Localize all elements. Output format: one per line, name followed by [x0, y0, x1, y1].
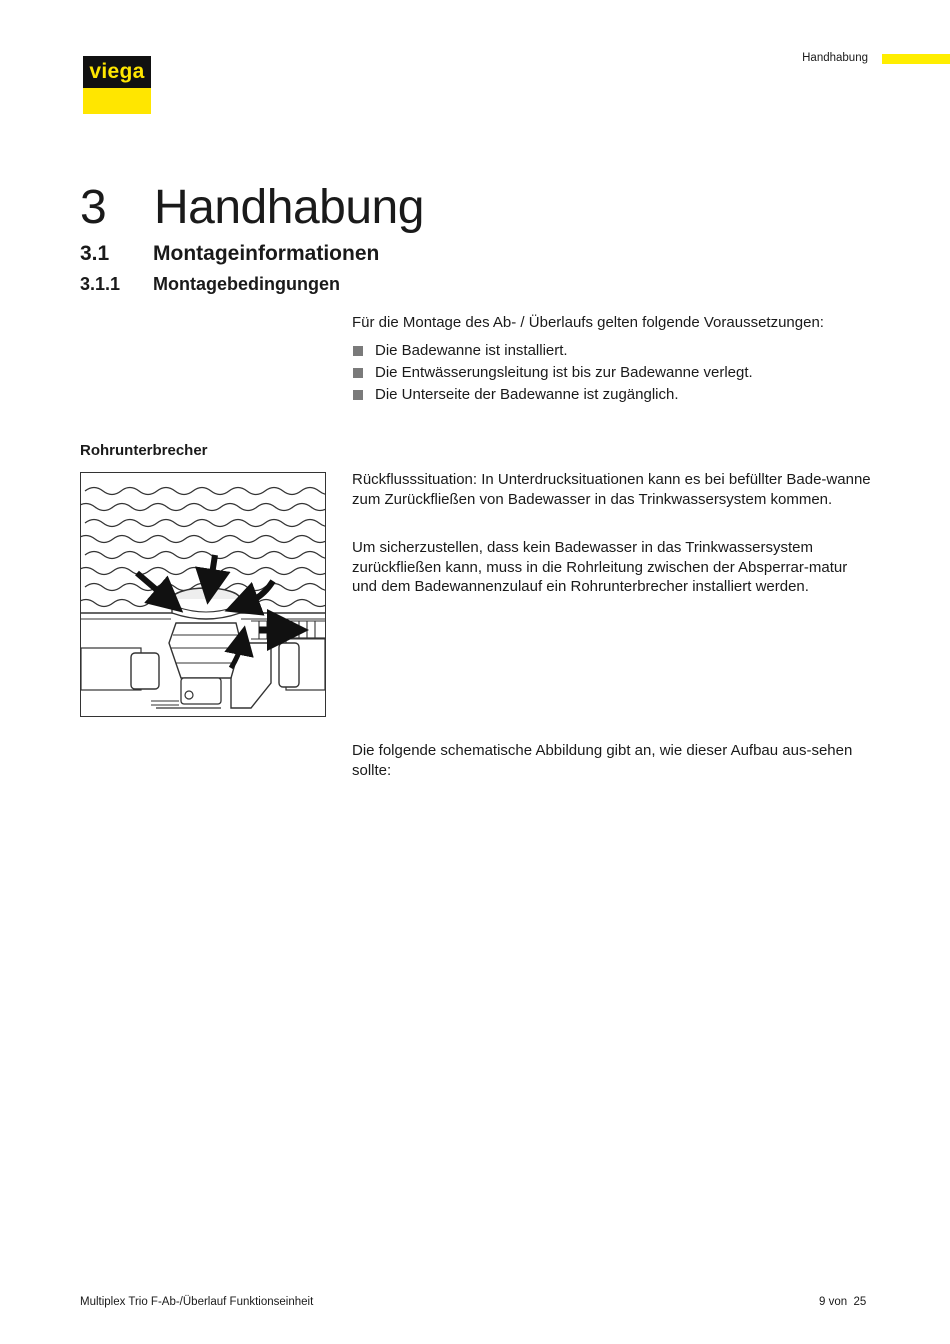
subsection-title: Montagebedingungen [153, 274, 340, 294]
footer-document-title: Multiplex Trio F-Ab-/Überlauf Funktionseinheit [80, 1296, 314, 1308]
schematic-intro-paragraph: Die folgende schematische Abbildung gibt an, wie dieser Aufbau aus-sehen sollte: [352, 742, 853, 779]
backflow-drain-illustration [80, 472, 326, 717]
installation-paragraph: Um sicherzustellen, dass kein Badewasser in das Trinkwassersystem zurückfließen kann, muss in die Rohrleitung zwischen der Absperrar-matur und dem Badewannenzulauf ein Rohrunterbrecher installiert werden. [352, 539, 848, 595]
section-title: Montageinformationen [153, 242, 380, 265]
section-heading [80, 242, 379, 266]
list-item [352, 363, 872, 383]
logo-wordmark: viega [89, 60, 145, 83]
header-accent-bar [882, 54, 950, 64]
list-item [352, 341, 872, 361]
logo-accent-block [83, 88, 151, 114]
chapter-heading [80, 180, 424, 235]
conditions-list [352, 341, 872, 407]
backflow-paragraph: Rückflusssituation: In Unterdrucksituationen kann es bei befüllter Bade-wanne zum Zurückfließen von Badewasser in das Trinkwassersystem kommen. [352, 471, 871, 508]
subsection-number: 3.1.1 [80, 274, 121, 294]
section-number: 3.1 [80, 242, 110, 265]
list-item-text: Die Entwässerungsleitung ist bis zur Badewanne verlegt. [375, 364, 753, 381]
chapter-number: 3 [80, 181, 107, 234]
header-section-label: Handhabung [802, 52, 868, 64]
footer-page-number: 9 von 25 [819, 1296, 867, 1308]
list-item-text: Die Unterseite der Badewanne ist zugänglich. [375, 386, 679, 403]
square-bullet-icon [353, 346, 363, 356]
conditions-intro: Für die Montage des Ab- / Überlaufs gelten folgende Voraussetzungen: [352, 314, 824, 331]
list-item [352, 385, 872, 405]
chapter-title: Handhabung [154, 181, 424, 234]
square-bullet-icon [353, 368, 363, 378]
viega-logo [83, 56, 151, 114]
drain-drawing-icon [81, 473, 325, 716]
subsection-heading [80, 274, 340, 295]
list-item-text: Die Badewanne ist installiert. [375, 342, 568, 359]
square-bullet-icon [353, 390, 363, 400]
margin-heading: Rohrunterbrecher [80, 442, 208, 459]
